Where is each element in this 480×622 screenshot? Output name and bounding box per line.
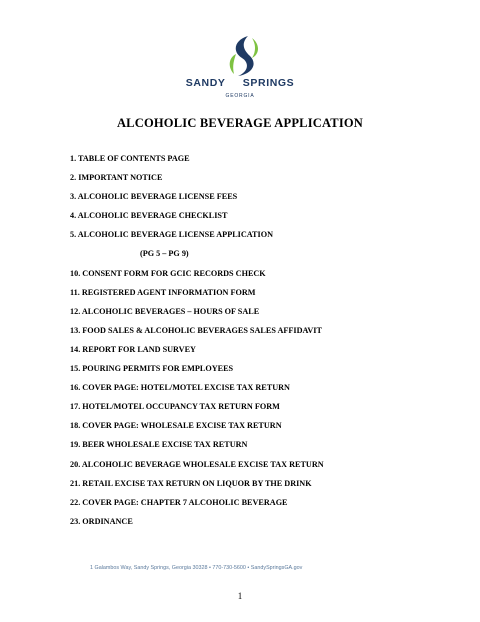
toc-item: 20. ALCOHOLIC BEVERAGE WHOLESALE EXCISE TAX RETURN xyxy=(70,459,324,469)
sandy-springs-s-logo-icon xyxy=(222,34,262,78)
toc-item: 3. ALCOHOLIC BEVERAGE LICENSE FEES xyxy=(70,192,238,202)
toc-item: 4. ALCOHOLIC BEVERAGE CHECKLIST xyxy=(70,211,228,221)
toc-item: 23. ORDINANCE xyxy=(70,516,133,526)
page-title: ALCOHOLIC BEVERAGE APPLICATION xyxy=(116,116,364,130)
toc-item: 2. IMPORTANT NOTICE xyxy=(70,173,163,183)
table-of-contents xyxy=(70,149,450,531)
toc-item: 5. ALCOHOLIC BEVERAGE LICENSE APPLICATION xyxy=(70,230,273,240)
toc-item: 14. REPORT FOR LAND SURVEY xyxy=(70,344,196,354)
toc-item: 18. COVER PAGE: WHOLESALE EXCISE TAX RETURN xyxy=(70,421,282,431)
toc-item: 11. REGISTERED AGENT INFORMATION FORM xyxy=(70,287,256,297)
page-number: 1 xyxy=(237,591,243,601)
toc-item: 15. POURING PERMITS FOR EMPLOYEES xyxy=(70,364,234,374)
brand-subtitle: GEORGIA xyxy=(225,93,255,99)
toc-item: 17. HOTEL/MOTEL OCCUPANCY TAX RETURN FORM xyxy=(70,402,280,412)
toc-item: 19. BEER WHOLESALE EXCISE TAX RETURN xyxy=(70,440,248,450)
toc-item: 10. CONSENT FORM FOR GCIC RECORDS CHECK xyxy=(70,268,266,278)
toc-item-page-range: (PG 5 – PG 9) xyxy=(140,249,189,259)
footer-address: 1 Galambos Way, Sandy Springs, Georgia 30328 • 770-730-5600 • SandySpringsGA.gov xyxy=(90,565,303,571)
toc-item: 13. FOOD SALES & ALCOHOLIC BEVERAGES SALES AFFIDAVIT xyxy=(70,325,322,335)
toc-item: 21. RETAIL EXCISE TAX RETURN ON LIQUOR BY THE DRINK xyxy=(70,478,312,488)
toc-item: 16. COVER PAGE: HOTEL/MOTEL EXCISE TAX RETURN xyxy=(70,383,290,393)
brand-name: SANDY SPRINGS xyxy=(185,77,295,89)
toc-item: 1. TABLE OF CONTENTS PAGE xyxy=(70,154,190,163)
toc-item: 12. ALCOHOLIC BEVERAGES – HOURS OF SALE xyxy=(70,306,260,316)
toc-item: 22. COVER PAGE: CHAPTER 7 ALCOHOLIC BEVERAGE xyxy=(70,497,288,507)
